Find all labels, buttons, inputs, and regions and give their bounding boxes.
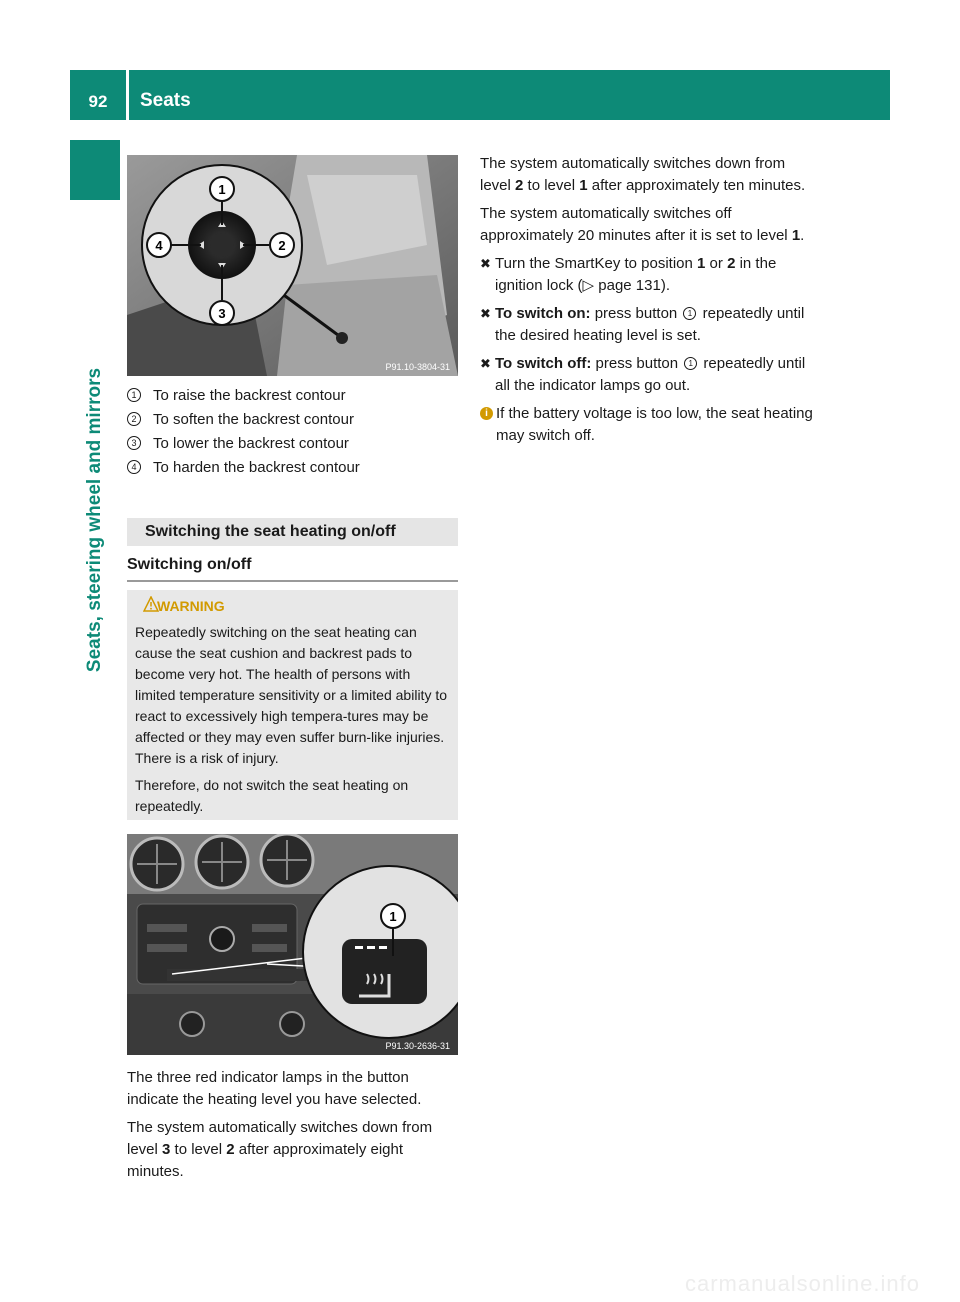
right-text: [480, 153, 816, 453]
callout-1: [381, 904, 405, 928]
header-bar: [70, 70, 890, 120]
seat-illustration: [127, 155, 458, 376]
instruction-step: ✖ To switch on: press button 1 repeatedly until the desired heating level is set.: [480, 305, 805, 344]
warning-box: [127, 590, 458, 820]
page-ref-icon: ▷: [582, 277, 595, 294]
figure-id: P91.30-2636-31: [385, 1041, 450, 1051]
svg-text:3: 3: [218, 306, 226, 321]
svg-text:4: 4: [155, 238, 163, 253]
figure-center-console: [127, 834, 458, 1055]
side-tab-block: [70, 140, 120, 200]
legend-item: 2 To soften the backrest contour: [127, 408, 354, 432]
footer-watermark: carmanualsonline.info: [684, 1271, 920, 1296]
arrow-bullet-icon: ✖: [480, 256, 491, 271]
paragraph: The system automatically switches down from level 3 to level 2 after approximately eight minutes.: [127, 1119, 433, 1180]
arrow-bullet-icon: ✖: [480, 306, 491, 321]
left-text: [127, 1067, 462, 1189]
instruction-step: ✖ Turn the SmartKey to position 1 or 2 in the ignition lock (▷ page 131).: [480, 255, 777, 294]
arrow-bullet-icon: ✖: [480, 356, 491, 371]
callout-1: [210, 177, 234, 201]
legend-item: 1 To raise the backrest contour: [127, 384, 346, 408]
paragraph: The system automatically switches down from level 2 to level 1 after approximately ten minutes.: [480, 155, 806, 194]
warning-triangle-icon: [143, 596, 159, 612]
header-divider: [126, 70, 129, 120]
warning-text: [135, 622, 450, 817]
callout-4: [147, 233, 171, 257]
svg-text:1: 1: [389, 909, 397, 924]
svg-text:2: 2: [278, 238, 286, 253]
section-heading: Switching the seat heating on/off: [127, 518, 458, 546]
paragraph: The three red indicator lamps in the button indicate the heating level you have selected.: [127, 1069, 422, 1108]
side-tab-label: Seats, steering wheel and mirrors: [84, 367, 105, 673]
info-icon: i: [480, 407, 493, 420]
air-vent-icon: [131, 834, 313, 890]
paragraph: The system automatically switches off approximately 20 minutes after it is set to level 1.: [480, 205, 805, 244]
legend-item: 4 To harden the backrest contour: [127, 456, 360, 480]
warning-paragraph: Repeatedly switching on the seat heating can cause the seat cushion and backrest pads to become very hot. The health of persons with limited temperature sensitivity or a limited ability to react to excessively high tempera-tures may be affected or they may even suffer burn-like injuries. There is a risk of injury.: [135, 624, 448, 766]
page-number: 92: [88, 92, 108, 111]
page-title: Seats: [140, 90, 191, 111]
warning-title: WARNING: [157, 598, 225, 614]
sub-heading: Switching on/off: [127, 556, 458, 582]
info-note: i If the battery voltage is too low, the seat heating may switch off.: [480, 403, 816, 447]
instruction-step: ✖ To switch off: press button 1 repeatedly until all the indicator lamps go out.: [480, 355, 806, 394]
figure-backrest-contour: [127, 155, 458, 376]
console-illustration: [127, 834, 458, 1055]
callout-3: [210, 301, 234, 325]
callout-2: [270, 233, 294, 257]
svg-text:1: 1: [218, 182, 226, 197]
legend-item: 3 To lower the backrest contour: [127, 432, 349, 456]
warning-paragraph: Therefore, do not switch the seat heating on repeatedly.: [135, 777, 409, 814]
figure-id: P91.10-3804-31: [385, 362, 450, 372]
